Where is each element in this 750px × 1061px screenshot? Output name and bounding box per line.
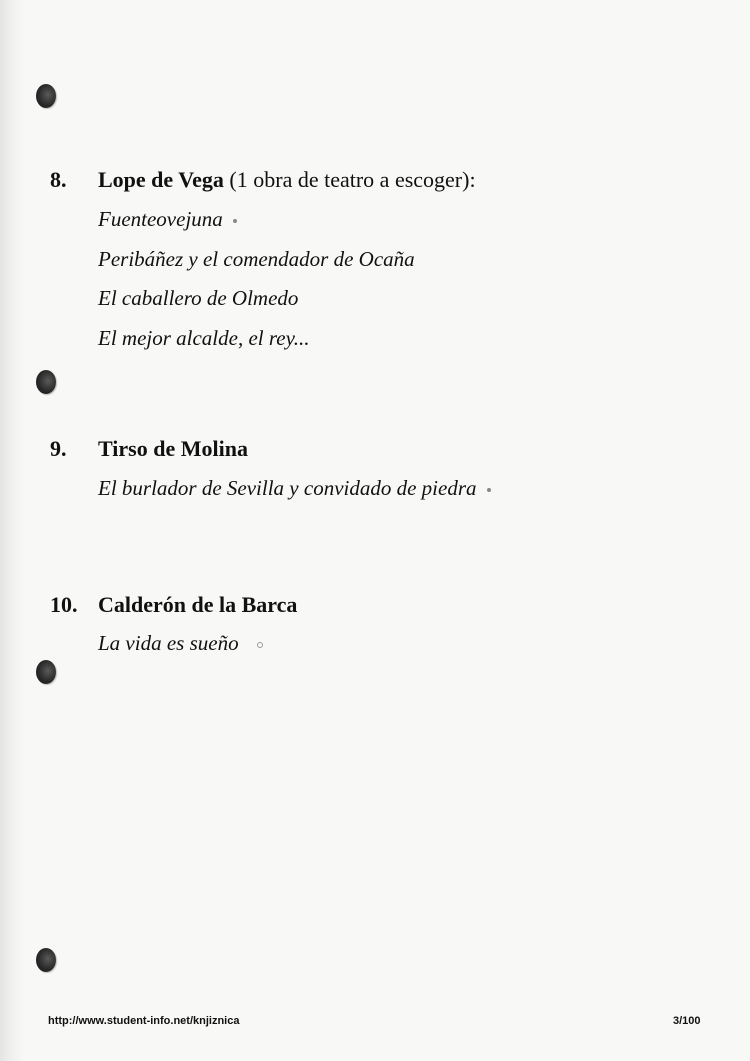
author-name: Lope de Vega	[98, 167, 224, 192]
entry-number: 10.	[50, 592, 78, 617]
entry-heading-tirso-de-molina	[50, 436, 248, 462]
footer-url: http://www.student-info.net/knjiznica	[48, 1015, 240, 1027]
entry-number: 8.	[50, 167, 67, 192]
pencil-mark	[233, 219, 237, 223]
entry-heading-lope-de-vega	[50, 167, 476, 193]
entry-heading-calderon-de-la-barca	[50, 592, 297, 618]
punch-hole	[36, 948, 56, 972]
entry-number: 9.	[50, 436, 67, 461]
punch-hole	[36, 84, 56, 108]
work-item	[98, 325, 310, 351]
work-item	[98, 206, 237, 232]
work-title: El caballero de Olmedo	[98, 286, 299, 310]
pencil-mark	[487, 488, 491, 492]
work-title: Peribáñez y el comendador de Ocaña	[98, 247, 415, 271]
work-item	[98, 475, 491, 501]
author-name: Calderón de la Barca	[98, 592, 298, 617]
punch-hole	[36, 370, 56, 394]
work-item	[98, 285, 298, 311]
author-name: Tirso de Molina	[98, 436, 248, 461]
work-title: El burlador de Sevilla y convidado de piedra	[98, 476, 477, 500]
work-title: El mejor alcalde, el rey...	[98, 326, 310, 350]
page-number: 3/100	[673, 1015, 701, 1027]
work-title: Fuenteovejuna	[98, 207, 223, 231]
work-item	[98, 246, 415, 272]
pencil-mark	[257, 642, 263, 648]
work-item	[98, 630, 263, 656]
entry-note: (1 obra de teatro a escoger):	[223, 167, 476, 192]
work-title: La vida es sueño	[98, 631, 239, 655]
punch-hole	[36, 660, 56, 684]
